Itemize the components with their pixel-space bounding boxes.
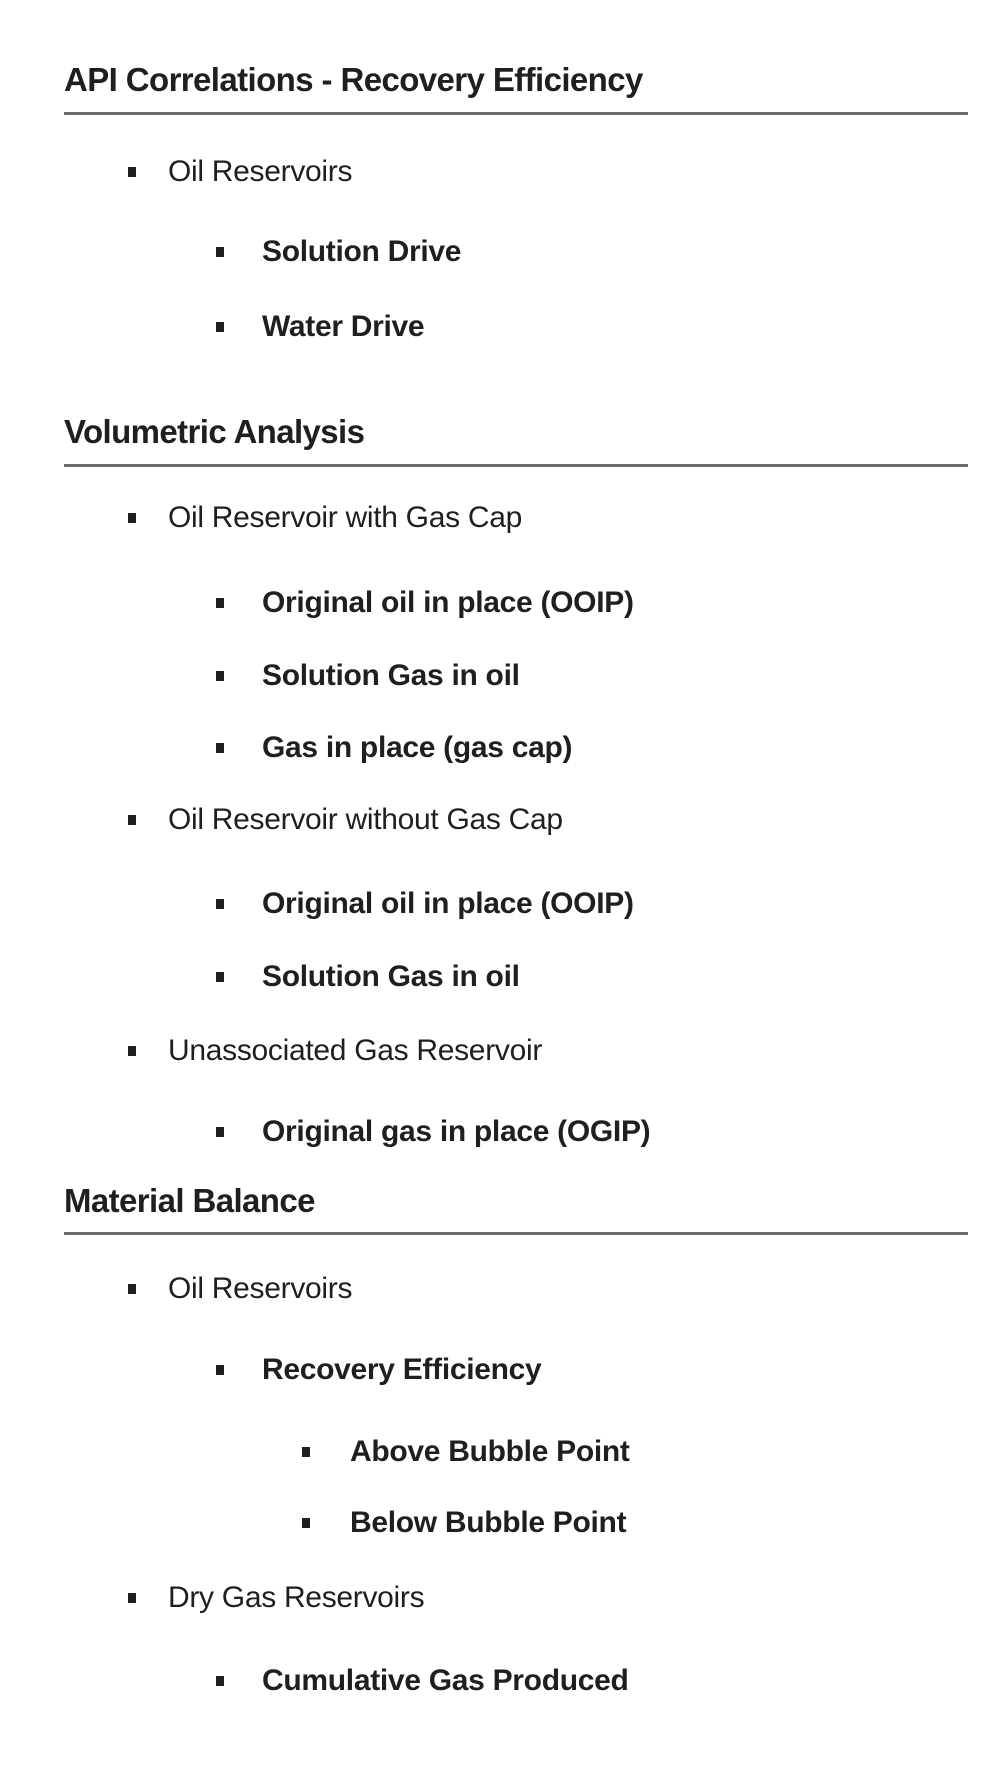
section-divider [64,112,968,115]
menu-item-label: Original oil in place (OOIP) [262,887,634,920]
bullet-icon [128,513,136,523]
menu-item-label: Recovery Efficiency [262,1353,542,1386]
bullet-icon [128,1284,136,1294]
menu-item-label: Water Drive [262,310,425,343]
menu-item-label: Above Bubble Point [350,1435,630,1468]
bullet-icon [128,815,136,825]
menu-item-label: Solution Gas in oil [262,960,520,993]
menu-item-label: Cumulative Gas Produced [262,1664,629,1697]
menu-item-label: Unassociated Gas Reservoir [168,1034,543,1067]
bullet-icon [216,743,224,753]
menu-item-label: Solution Drive [262,235,462,268]
menu-item-label: Oil Reservoirs [168,1272,353,1305]
section-divider [64,1232,968,1235]
menu-item-label: Gas in place (gas cap) [262,731,573,764]
bullet-icon [216,598,224,608]
menu-item-label: Oil Reservoirs [168,155,353,188]
menu-item-label: Solution Gas in oil [262,659,520,692]
bullet-icon [216,1676,224,1686]
bullet-icon [216,899,224,909]
menu-item-label: Oil Reservoir with Gas Cap [168,501,522,534]
bullet-icon [128,167,136,177]
bullet-icon [216,322,224,332]
menu-item-label: Original gas in place (OGIP) [262,1115,651,1148]
section-title-api-correlations: API Correlations - Recovery Efficiency [64,61,643,98]
bullet-icon [216,972,224,982]
bullet-icon [302,1518,310,1528]
section-title-material-balance: Material Balance [64,1182,315,1219]
bullet-icon [128,1593,136,1603]
menu-item-label: Oil Reservoir without Gas Cap [168,803,563,836]
section-title-volumetric-analysis: Volumetric Analysis [64,413,365,450]
bullet-icon [216,1127,224,1137]
section-divider [64,464,968,467]
bullet-icon [128,1046,136,1056]
bullet-icon [216,671,224,681]
bullet-icon [216,1365,224,1375]
bullet-icon [302,1447,310,1457]
menu-item-label: Dry Gas Reservoirs [168,1581,425,1614]
menu-item-label: Below Bubble Point [350,1506,627,1539]
menu-item-label: Original oil in place (OOIP) [262,586,634,619]
bullet-icon [216,247,224,257]
